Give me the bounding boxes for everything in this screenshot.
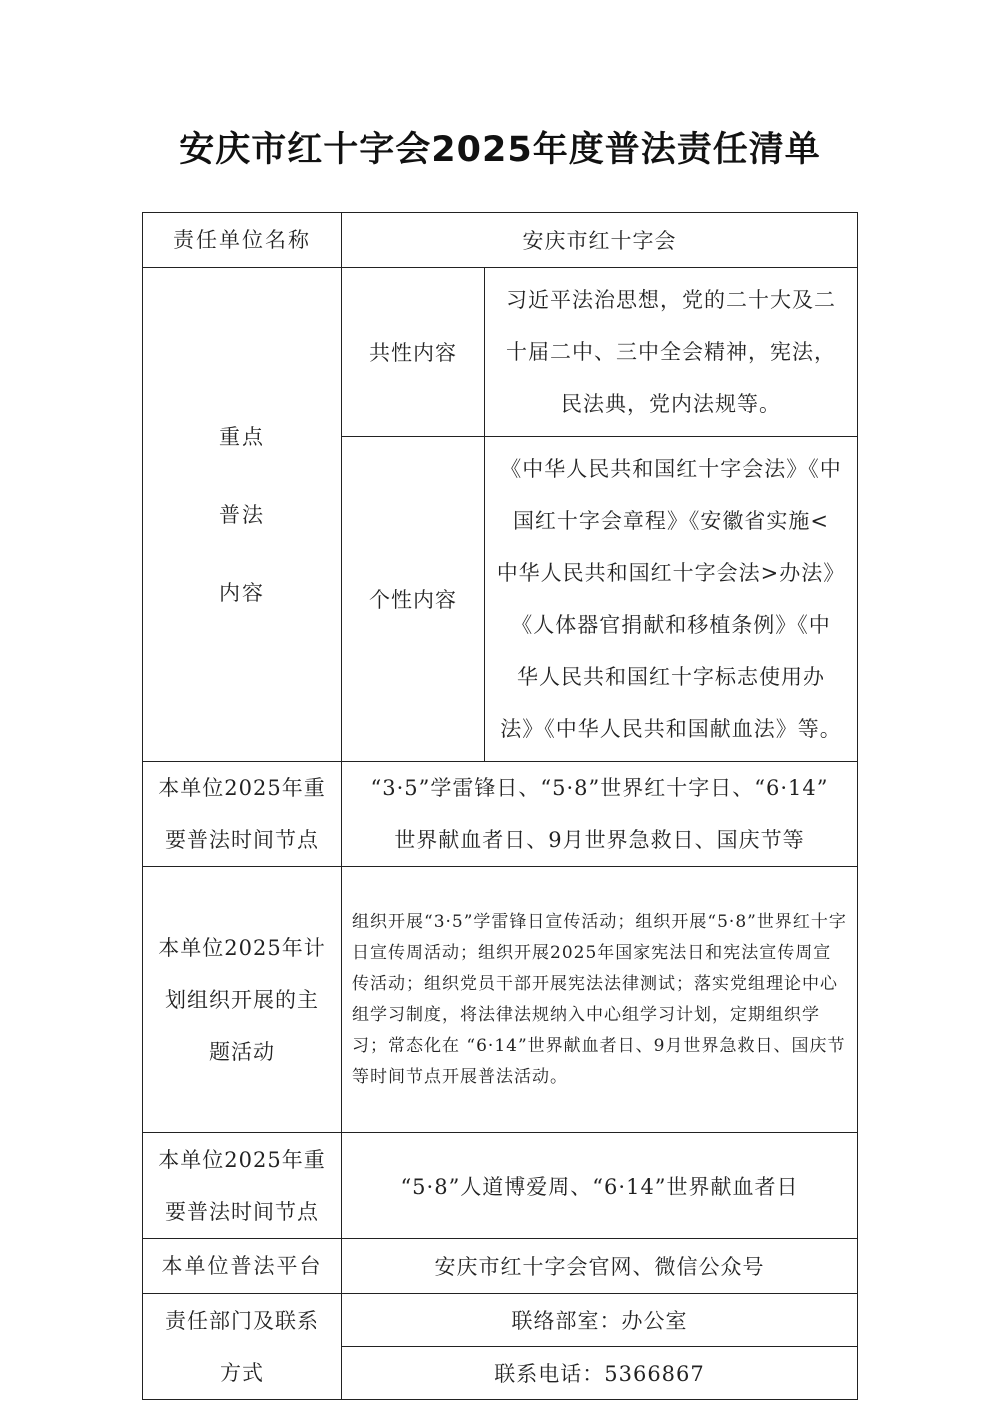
time-nodes-2-label-line: 要普法时间节点 bbox=[165, 1199, 319, 1224]
time-nodes-line: “3·5”学雷锋日、“5·8”世界红十字日、“6·14” bbox=[370, 776, 829, 800]
contact-dept-value: 联络部室：办公室 bbox=[342, 1294, 858, 1347]
page-title: 安庆市红十字会2025年度普法责任清单 bbox=[179, 130, 821, 170]
key-content-label-line: 普法 bbox=[219, 502, 265, 527]
time-nodes-2-label-line: 本单位2025年重 bbox=[158, 1147, 326, 1172]
contact-label-line: 方式 bbox=[220, 1360, 264, 1385]
table-row-activities bbox=[143, 867, 858, 1133]
specific-line: 法》《中华人民共和国献血法》等。 bbox=[500, 717, 842, 741]
table-row-contact-dept bbox=[143, 1294, 858, 1347]
time-nodes-2-label bbox=[143, 1133, 342, 1239]
common-content-label: 共性内容 bbox=[342, 268, 485, 437]
unit-name-value: 安庆市红十字会 bbox=[342, 213, 858, 268]
specific-line: 《中华人民共和国红十字会法》《中 bbox=[500, 457, 842, 481]
specific-content-label: 个性内容 bbox=[342, 437, 485, 762]
common-content-value bbox=[485, 268, 858, 437]
specific-line: 华人民共和国红十字标志使用办 bbox=[517, 665, 825, 689]
time-nodes-label bbox=[143, 762, 342, 867]
contact-label bbox=[143, 1294, 342, 1400]
time-nodes-line: 世界献血者日、9月世界急救日、国庆节等 bbox=[394, 828, 805, 852]
specific-line: 中华人民共和国红十字会法>办法》 bbox=[496, 561, 846, 585]
time-nodes-value bbox=[342, 762, 858, 867]
specific-line: 国红十字会章程》《安徽省实施< bbox=[512, 509, 830, 533]
platform-value: 安庆市红十字会官网、微信公众号 bbox=[342, 1239, 858, 1294]
key-content-label-line: 重点 bbox=[219, 424, 265, 449]
activities-label bbox=[143, 867, 342, 1133]
table-row-time-nodes bbox=[143, 762, 858, 867]
table-row-common-content bbox=[143, 268, 858, 437]
specific-content-value bbox=[485, 437, 858, 762]
activities-label-line: 本单位2025年计 bbox=[158, 935, 326, 960]
common-line: 民法典，党内法规等。 bbox=[561, 392, 781, 416]
time-nodes-label-line: 本单位2025年重 bbox=[158, 776, 326, 800]
common-line: 十届二中、三中全会精神，宪法， bbox=[506, 340, 836, 364]
responsibility-table bbox=[142, 212, 858, 1400]
common-line: 习近平法治思想，党的二十大及二 bbox=[506, 288, 836, 312]
table-row-platform bbox=[143, 1239, 858, 1294]
contact-phone-value: 联系电话：5366867 bbox=[342, 1347, 858, 1400]
activities-label-line: 划组织开展的主 bbox=[165, 987, 319, 1012]
specific-line: 《人体器官捐献和移植条例》《中 bbox=[511, 613, 831, 637]
time-nodes-label-line: 要普法时间节点 bbox=[165, 828, 319, 852]
contact-label-line: 责任部门及联系 bbox=[165, 1308, 319, 1333]
activities-label-line: 题活动 bbox=[209, 1039, 275, 1064]
activities-value: 组织开展“3·5”学雷锋日宣传活动；组织开展“5·8”世界红十字日宣传周活动；组织开展2025年国家宪法日和宪法宣传周宣传活动；组织党员干部开展宪法法律测试；落实党组理论中心组学习制度，将法律法规纳入中心组学习计划，定期组织学习；常态化在 “6·14”世界献血者日、9月世界急救日、国庆节等时间节点开展普法活动。 bbox=[342, 867, 858, 1133]
table-row-time-nodes-2 bbox=[143, 1133, 858, 1239]
unit-name-label: 责任单位名称 bbox=[143, 213, 342, 268]
table-row-unit-name bbox=[143, 213, 858, 268]
time-nodes-2-value: “5·8”人道博爱周、“6·14”世界献血者日 bbox=[342, 1133, 858, 1239]
platform-label: 本单位普法平台 bbox=[143, 1239, 342, 1294]
key-content-label-line: 内容 bbox=[219, 580, 265, 605]
key-content-label bbox=[143, 268, 342, 762]
